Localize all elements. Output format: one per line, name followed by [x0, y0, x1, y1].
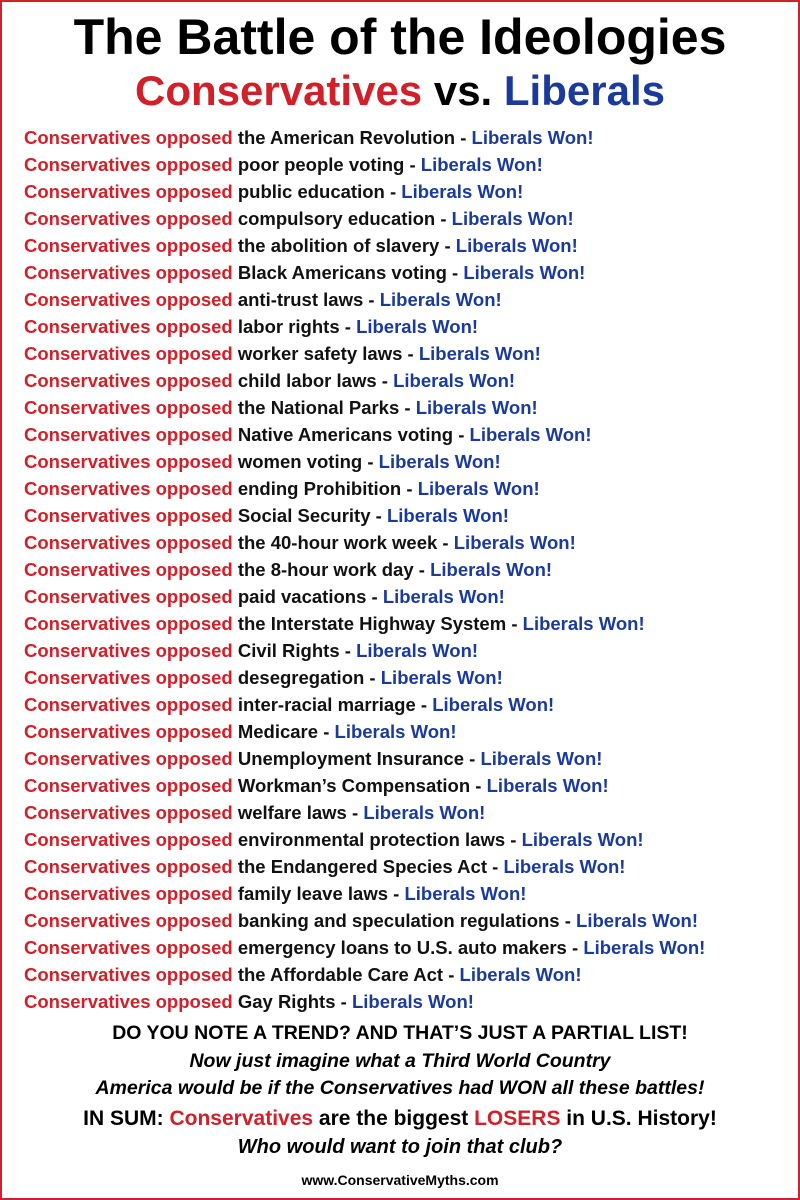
separator: - — [439, 235, 456, 256]
won-label: Liberals Won! — [401, 181, 524, 202]
topic-text: the abolition of slavery — [237, 235, 440, 256]
in-sum-middle: are the biggest — [313, 1107, 475, 1130]
in-sum-losers: LOSERS — [474, 1107, 561, 1130]
opposed-label: Conservatives opposed — [24, 802, 233, 823]
topic-text: women voting — [237, 451, 363, 472]
in-sum-suffix: in U.S. History! — [560, 1107, 717, 1130]
separator: - — [404, 154, 421, 175]
opposed-label: Conservatives opposed — [24, 505, 233, 526]
won-label: Liberals Won! — [404, 883, 527, 904]
opposed-label: Conservatives opposed — [24, 154, 233, 175]
separator: - — [506, 613, 523, 634]
won-label: Liberals Won! — [382, 586, 505, 607]
opposed-label: Conservatives opposed — [24, 262, 233, 283]
list-item — [24, 853, 788, 880]
list-item — [24, 745, 788, 772]
won-label: Liberals Won! — [480, 748, 603, 769]
list-item — [24, 664, 788, 691]
opposed-label: Conservatives opposed — [24, 667, 233, 688]
won-label: Liberals Won! — [455, 235, 578, 256]
separator: - — [366, 586, 383, 607]
opposed-label: Conservatives opposed — [24, 856, 233, 877]
won-label: Liberals Won! — [503, 856, 626, 877]
page-subtitle — [2, 66, 798, 116]
won-label: Liberals Won! — [521, 829, 644, 850]
topic-text: ending Prohibition — [237, 478, 402, 499]
topic-text: Unemployment Insurance — [237, 748, 465, 769]
separator: - — [384, 181, 402, 202]
imagine-line-1: Now just imagine what a Third World Country — [189, 1050, 611, 1072]
subtitle-liberals: Liberals — [503, 67, 665, 114]
won-label: Liberals Won! — [386, 505, 509, 526]
topic-text: poor people voting — [237, 154, 405, 175]
list-item — [24, 448, 788, 475]
won-label: Liberals Won! — [334, 721, 457, 742]
won-label: Liberals Won! — [430, 559, 553, 580]
list-item — [24, 205, 788, 232]
list-item — [24, 259, 788, 286]
separator: - — [339, 640, 357, 661]
list-item — [24, 232, 788, 259]
topic-text: the National Parks — [237, 397, 400, 418]
won-label: Liberals Won! — [486, 775, 609, 796]
list-item — [24, 394, 788, 421]
list-item — [24, 529, 788, 556]
opposed-label: Conservatives opposed — [24, 613, 233, 634]
opposed-label: Conservatives opposed — [24, 451, 233, 472]
list-item — [24, 988, 788, 1015]
opposed-label: Conservatives opposed — [24, 937, 233, 958]
won-label: Liberals Won! — [363, 802, 486, 823]
opposed-label: Conservatives opposed — [24, 559, 233, 580]
in-sum-conservatives: Conservatives — [169, 1107, 314, 1130]
list-item — [24, 502, 788, 529]
separator: - — [486, 856, 504, 877]
list-item — [24, 880, 788, 907]
topic-text: family leave laws — [237, 883, 388, 904]
separator: - — [505, 829, 522, 850]
subtitle-conservatives: Conservatives — [135, 67, 423, 114]
separator: - — [363, 289, 380, 310]
won-label: Liberals Won! — [471, 127, 594, 148]
separator: - — [318, 721, 335, 742]
opposed-label: Conservatives opposed — [24, 289, 233, 310]
topic-text: welfare laws — [237, 802, 347, 823]
topic-text: public education — [237, 181, 385, 202]
topic-text: banking and speculation regulations — [237, 910, 560, 931]
list-item — [24, 826, 788, 853]
separator: - — [470, 775, 487, 796]
opposed-label: Conservatives opposed — [24, 964, 233, 985]
won-label: Liberals Won! — [522, 613, 645, 634]
won-label: Liberals Won! — [393, 370, 516, 391]
opposed-label: Conservatives opposed — [24, 586, 233, 607]
list-item — [24, 610, 788, 637]
topic-text: emergency loans to U.S. auto makers — [237, 937, 567, 958]
opposed-label: Conservatives opposed — [24, 343, 233, 364]
separator: - — [559, 910, 577, 931]
won-label: Liberals Won! — [379, 289, 502, 310]
imagine-line-2: America would be if the Conservatives had WON all these battles! — [95, 1077, 705, 1099]
list-item — [24, 691, 788, 718]
list-item — [24, 151, 788, 178]
separator: - — [566, 937, 584, 958]
won-label: Liberals Won! — [380, 667, 503, 688]
won-label: Liberals Won! — [351, 991, 474, 1012]
separator: - — [415, 694, 433, 715]
won-label: Liberals Won! — [418, 343, 541, 364]
topic-text: the American Revolution — [237, 127, 456, 148]
list-item — [24, 556, 788, 583]
opposed-label: Conservatives opposed — [24, 721, 233, 742]
topic-text: child labor laws — [237, 370, 377, 391]
won-label: Liberals Won! — [451, 208, 574, 229]
opposed-label: Conservatives opposed — [24, 694, 233, 715]
separator: - — [388, 883, 405, 904]
opposed-label: Conservatives opposed — [24, 532, 233, 553]
opposed-label: Conservatives opposed — [24, 910, 233, 931]
in-sum-prefix: IN SUM: — [83, 1107, 170, 1130]
page-title: The Battle of the Ideologies — [73, 9, 727, 65]
footer — [2, 1020, 798, 1190]
separator: - — [443, 964, 460, 985]
opposed-label: Conservatives opposed — [24, 208, 233, 229]
topic-text: environmental protection laws — [237, 829, 506, 850]
won-label: Liberals Won! — [432, 694, 555, 715]
topic-text: the 40-hour work week — [237, 532, 438, 553]
won-label: Liberals Won! — [469, 424, 592, 445]
website-url: www.ConservativeMyths.com — [301, 1172, 499, 1188]
separator: - — [464, 748, 481, 769]
won-label: Liberals Won! — [356, 640, 479, 661]
won-label: Liberals Won! — [463, 262, 586, 283]
subtitle-vs: vs. — [422, 67, 504, 114]
list-item — [24, 286, 788, 313]
separator: - — [399, 397, 416, 418]
topic-text: Black Americans voting — [237, 262, 447, 283]
topic-text: compulsory education — [237, 208, 436, 229]
list-item — [24, 961, 788, 988]
won-label: Liberals Won! — [583, 937, 706, 958]
opposed-label: Conservatives opposed — [24, 127, 233, 148]
separator: - — [376, 370, 394, 391]
imagine-text — [2, 1048, 798, 1102]
separator: - — [401, 478, 418, 499]
list-item — [24, 907, 788, 934]
battle-list — [24, 124, 788, 1015]
separator: - — [413, 559, 431, 580]
separator: - — [402, 343, 419, 364]
topic-text: the 8-hour work day — [237, 559, 414, 580]
list-item — [24, 583, 788, 610]
opposed-label: Conservatives opposed — [24, 424, 233, 445]
topic-text: anti-trust laws — [237, 289, 364, 310]
topic-text: Gay Rights — [237, 991, 336, 1012]
separator: - — [435, 208, 452, 229]
topic-text: paid vacations — [237, 586, 367, 607]
topic-text: labor rights — [237, 316, 340, 337]
opposed-label: Conservatives opposed — [24, 370, 233, 391]
won-label: Liberals Won! — [576, 910, 699, 931]
won-label: Liberals Won! — [415, 397, 538, 418]
opposed-label: Conservatives opposed — [24, 235, 233, 256]
won-label: Liberals Won! — [356, 316, 479, 337]
separator: - — [455, 127, 472, 148]
opposed-label: Conservatives opposed — [24, 181, 233, 202]
separator: - — [362, 451, 379, 472]
separator: - — [339, 316, 357, 337]
separator: - — [364, 667, 381, 688]
won-label: Liberals Won! — [459, 964, 582, 985]
list-item — [24, 367, 788, 394]
topic-text: the Endangered Species Act — [237, 856, 487, 877]
separator: - — [335, 991, 352, 1012]
separator: - — [346, 802, 364, 823]
topic-text: worker safety laws — [237, 343, 403, 364]
opposed-label: Conservatives opposed — [24, 748, 233, 769]
list-item — [24, 934, 788, 961]
separator: - — [370, 505, 387, 526]
opposed-label: Conservatives opposed — [24, 640, 233, 661]
list-item — [24, 313, 788, 340]
topic-text: Social Security — [237, 505, 371, 526]
topic-text: Medicare — [237, 721, 319, 742]
list-item — [24, 178, 788, 205]
in-sum-line — [2, 1104, 798, 1134]
opposed-label: Conservatives opposed — [24, 397, 233, 418]
opposed-label: Conservatives opposed — [24, 883, 233, 904]
list-item — [24, 637, 788, 664]
won-label: Liberals Won! — [420, 154, 543, 175]
topic-text: Native Americans voting — [237, 424, 454, 445]
separator: - — [437, 532, 454, 553]
won-label: Liberals Won! — [378, 451, 501, 472]
club-question: Who would want to join that club? — [237, 1136, 563, 1158]
separator: - — [453, 424, 470, 445]
opposed-label: Conservatives opposed — [24, 316, 233, 337]
list-item — [24, 421, 788, 448]
separator: - — [446, 262, 464, 283]
won-label: Liberals Won! — [417, 478, 540, 499]
list-item — [24, 124, 788, 151]
list-item — [24, 340, 788, 367]
topic-text: the Interstate Highway System — [237, 613, 507, 634]
opposed-label: Conservatives opposed — [24, 775, 233, 796]
list-item — [24, 475, 788, 502]
list-item — [24, 718, 788, 745]
opposed-label: Conservatives opposed — [24, 829, 233, 850]
opposed-label: Conservatives opposed — [24, 991, 233, 1012]
opposed-label: Conservatives opposed — [24, 478, 233, 499]
topic-text: Workman’s Compensation — [237, 775, 471, 796]
topic-text: inter-racial marriage — [237, 694, 416, 715]
trend-heading: DO YOU NOTE A TREND? AND THAT’S JUST A PARTIAL LIST! — [112, 1022, 688, 1044]
list-item — [24, 772, 788, 799]
topic-text: the Affordable Care Act — [237, 964, 444, 985]
won-label: Liberals Won! — [453, 532, 576, 553]
list-item — [24, 799, 788, 826]
topic-text: desegregation — [237, 667, 365, 688]
topic-text: Civil Rights — [237, 640, 340, 661]
